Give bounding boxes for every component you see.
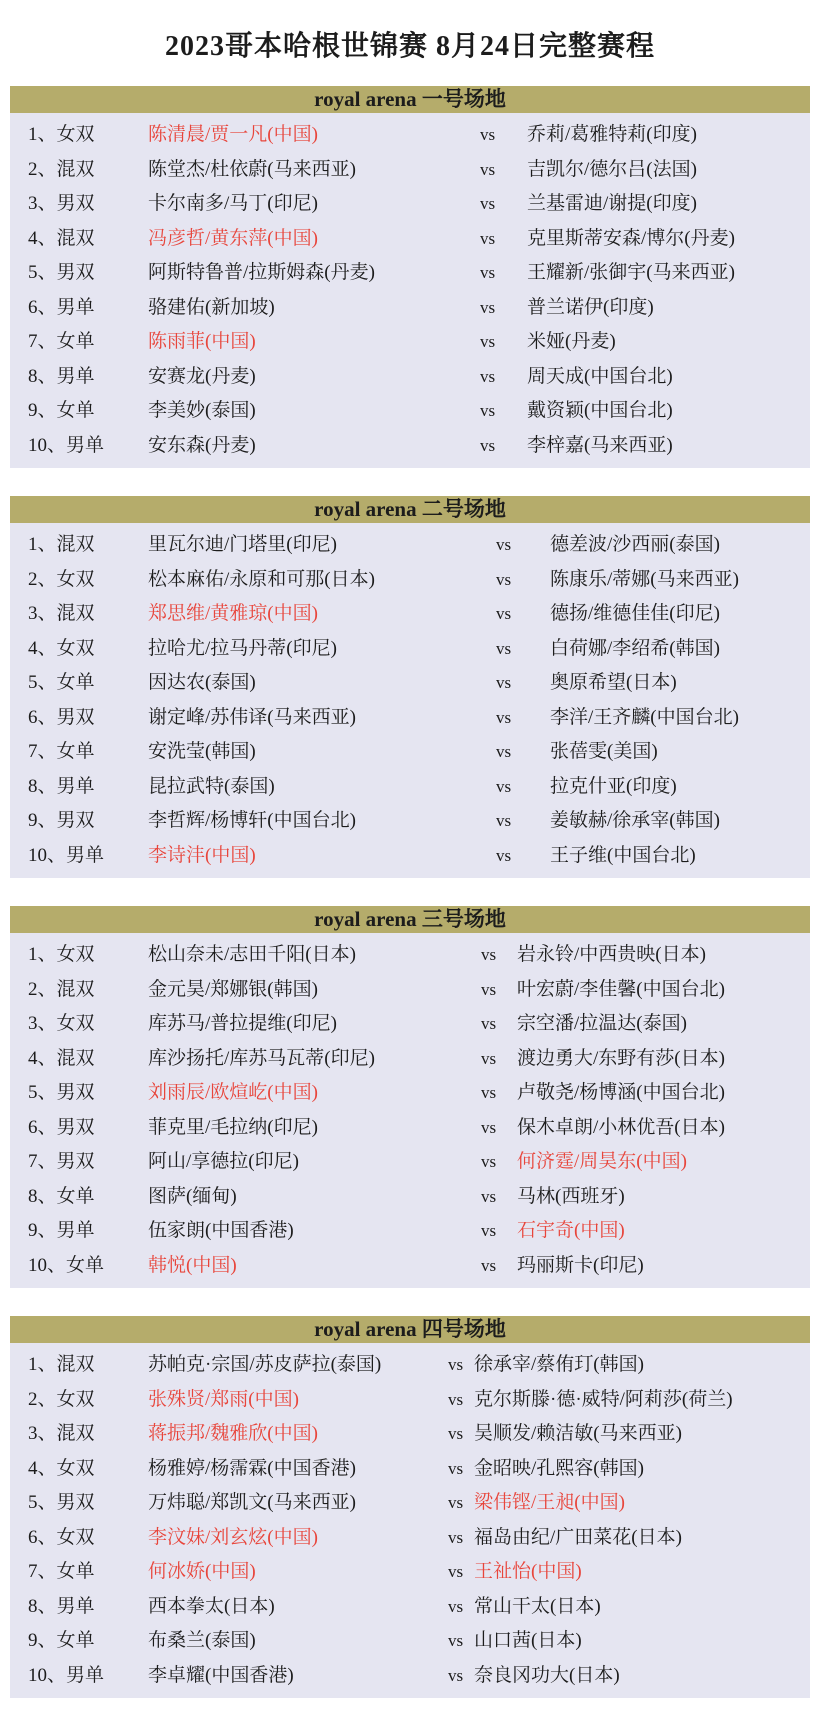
player-left: 谢定峰/苏伟译(马来西亚) [148,706,356,728]
player-right: 乔莉/葛雅特莉(印度) [527,124,697,145]
player-left: 拉哈尤/拉马丹蒂(印尼) [148,637,337,659]
player-left: 张殊贤/郑雨(中国) [148,1388,299,1410]
player-left: 图萨(缅甸) [148,1185,237,1207]
vs-label: vs [496,776,512,796]
court-section [10,906,810,1288]
match-row [10,1076,810,1111]
player-left: 李卓耀(中国香港) [148,1664,294,1686]
match-label: 3、女双 [28,1013,95,1034]
player-left: 安洗莹(韩国) [148,741,256,762]
match-row [10,563,810,598]
vs-label: vs [480,228,496,248]
section-header-label: royal arena 二号场地 [314,497,506,521]
match-row [10,528,810,563]
match-label: 2、女双 [28,1388,95,1410]
player-left: 西本拳太(日本) [148,1595,275,1617]
match-label: 3、混双 [28,603,95,624]
player-left: 阿山/享德拉(印尼) [148,1151,299,1172]
player-right: 常山干太(日本) [474,1595,601,1617]
player-right: 福岛由纪/广田菜花(日本) [474,1526,682,1548]
player-right: 王祉怡(中国) [474,1561,582,1582]
vs-label: vs [448,1458,464,1478]
player-right: 石宇奇(中国) [517,1220,625,1241]
match-row [10,325,810,360]
match-label: 4、女双 [28,1457,95,1479]
match-label: 4、混双 [28,1047,95,1069]
match-label: 6、男双 [28,706,95,728]
player-right: 渡边勇大/东野有莎(日本) [517,1047,725,1069]
match-label: 7、男双 [28,1151,95,1172]
player-right: 周天成(中国台北) [527,365,673,387]
player-left: 万炜聪/郑凯文(马来西亚) [148,1492,356,1513]
court-section [10,496,810,878]
player-left: 李诗沣(中国) [148,844,256,866]
vs-label: vs [448,1596,464,1616]
match-label: 5、男双 [28,1082,95,1103]
match-row [10,222,810,257]
player-left: 因达农(泰国) [148,672,256,693]
vs-label: vs [496,604,512,623]
vs-label: vs [481,1186,497,1206]
match-row [10,1348,810,1383]
vs-label: vs [481,1014,497,1033]
vs-label: vs [481,1255,497,1275]
match-label: 8、男单 [28,365,95,387]
court-section [10,86,810,468]
vs-label: vs [448,1527,464,1547]
player-right: 奈良冈功大(日本) [474,1664,620,1686]
vs-label: vs [481,1048,497,1068]
match-label: 7、女单 [28,331,95,352]
player-right: 李梓嘉(马来西亚) [527,434,673,456]
player-left: 郑思维/黄雅琼(中国) [148,603,318,624]
match-row [10,1521,810,1556]
vs-label: vs [481,945,497,964]
player-left: 陈清晨/贾一凡(中国) [148,124,318,145]
match-row [10,1111,810,1146]
match-label: 8、男单 [28,775,95,797]
player-right: 岩永铃/中西贵映(日本) [517,944,706,965]
player-right: 德差波/沙西丽(泰国) [550,534,720,555]
match-label: 9、女单 [28,400,95,421]
match-label: 10、男单 [28,1664,105,1686]
player-left: 金元昊/郑娜银(韩国) [148,978,318,1000]
match-row [10,1417,810,1452]
player-right: 马林(西班牙) [517,1185,625,1207]
player-right: 梁伟铿/王昶(中国) [474,1492,625,1513]
vs-label: vs [496,638,512,658]
match-label: 10、男单 [28,844,105,866]
match-label: 9、女单 [28,1630,95,1651]
match-row [10,1555,810,1590]
player-left: 松本麻佑/永原和可那(日本) [148,568,375,590]
match-row [10,1590,810,1625]
player-right: 徐承宰/蔡侑玎(韩国) [474,1354,644,1375]
player-left: 李美妙(泰国) [148,400,256,421]
player-right: 宗空潘/拉温达(泰国) [517,1013,687,1034]
match-row [10,153,810,188]
match-row [10,1145,810,1180]
match-row [10,118,810,153]
match-row [10,804,810,839]
match-label: 5、男双 [28,262,95,283]
vs-label: vs [480,125,496,144]
vs-label: vs [480,194,496,213]
player-left: 安东森(丹麦) [148,434,256,456]
player-left: 骆建佑(新加坡) [148,296,275,318]
player-right: 李洋/王齐麟(中国台北) [550,706,739,728]
match-label: 10、男单 [28,434,105,456]
player-right: 克尔斯滕·德·威特/阿莉莎(荷兰) [474,1388,733,1410]
match-label: 1、混双 [28,1354,95,1375]
player-left: 松山奈未/志田千阳(日本) [148,944,356,965]
player-right: 吉凯尔/德尔吕(法国) [527,158,697,180]
player-right: 山口茜(日本) [474,1630,582,1651]
player-left: 布桑兰(泰国) [148,1630,256,1651]
match-row [10,256,810,291]
match-row [10,839,810,874]
match-label: 8、女单 [28,1185,95,1207]
match-label: 6、女双 [28,1526,95,1548]
match-row [10,187,810,222]
player-right: 玛丽斯卡(印尼) [517,1254,644,1276]
player-right: 陈康乐/蒂娜(马来西亚) [550,568,739,590]
player-left: 苏帕克·宗国/苏皮萨拉(泰国) [148,1354,382,1375]
match-row [10,1007,810,1042]
player-left: 李汶妹/刘玄炫(中国) [148,1526,318,1548]
player-right: 白荷娜/李绍希(韩国) [550,637,720,659]
match-row [10,291,810,326]
player-left: 库苏马/普拉提维(印尼) [148,1013,337,1034]
vs-label: vs [448,1493,464,1512]
vs-label: vs [480,401,496,420]
player-right: 王子维(中国台北) [550,844,696,866]
player-right: 兰基雷迪/谢提(印度) [527,193,697,214]
player-right: 吴顺发/赖洁敏(马来西亚) [474,1423,682,1444]
match-row [10,735,810,770]
vs-label: vs [496,742,512,761]
player-left: 李哲辉/杨博轩(中国台北) [148,810,356,831]
match-row [10,1486,810,1521]
player-right: 张蓓雯(美国) [550,741,658,762]
player-left: 陈堂杰/杜依蔚(马来西亚) [148,158,356,180]
player-left: 刘雨辰/欧煊屹(中国) [148,1082,318,1103]
player-right: 姜敏赫/徐承宰(韩国) [550,810,720,831]
match-label: 5、男双 [28,1492,95,1513]
player-left: 阿斯特鲁普/拉斯姆森(丹麦) [148,262,375,283]
player-right: 奥原希望(日本) [550,672,677,693]
court-header [10,1316,810,1343]
section-rows [10,113,810,468]
player-right: 保木卓朗/小林优吾(日本) [517,1116,725,1138]
player-right: 普兰诺伊(印度) [527,296,654,318]
vs-label: vs [496,569,512,589]
section-header-label: royal arena 一号场地 [314,87,506,111]
player-right: 金昭映/孔熙容(韩国) [474,1457,644,1479]
match-row [10,1214,810,1249]
vs-label: vs [481,979,497,999]
match-row [10,1180,810,1215]
vs-label: vs [480,332,496,351]
vs-label: vs [496,673,512,692]
section-header-label: royal arena 四号场地 [314,1317,506,1341]
match-label: 4、混双 [28,227,95,249]
match-label: 2、女双 [28,568,95,590]
match-label: 9、男单 [28,1220,95,1241]
player-right: 米娅(丹麦) [527,331,616,352]
player-right: 克里斯蒂安森/博尔(丹麦) [527,227,735,249]
match-row [10,701,810,736]
player-left: 陈雨菲(中国) [148,331,256,352]
match-row [10,632,810,667]
vs-label: vs [496,707,512,727]
vs-label: vs [481,1083,497,1102]
player-left: 卡尔南多/马丁(印尼) [148,193,318,214]
match-label: 2、混双 [28,158,95,180]
section-header-label: royal arena 三号场地 [314,907,506,931]
match-row [10,597,810,632]
match-label: 8、男单 [28,1595,95,1617]
match-label: 1、混双 [28,534,95,555]
match-label: 1、女双 [28,944,95,965]
court-header [10,496,810,523]
section-rows [10,523,810,878]
match-label: 3、男双 [28,193,95,214]
court-section [10,1316,810,1698]
player-left: 库沙扬托/库苏马瓦蒂(印尼) [148,1047,375,1069]
vs-label: vs [481,1117,497,1137]
match-label: 7、女单 [28,741,95,762]
player-right: 德扬/维德佳佳(印尼) [550,603,720,624]
court-header [10,906,810,933]
match-row [10,1249,810,1284]
vs-label: vs [448,1424,464,1443]
court-header [10,86,810,113]
vs-label: vs [496,535,512,554]
section-rows [10,933,810,1288]
match-label: 7、女单 [28,1561,95,1582]
match-row [10,973,810,1008]
match-label: 9、男双 [28,810,95,831]
player-left: 冯彦哲/黄东萍(中国) [148,227,318,249]
vs-label: vs [480,263,496,282]
player-left: 伍家朗(中国香港) [148,1220,294,1241]
vs-label: vs [448,1631,464,1650]
vs-label: vs [480,297,496,317]
player-left: 蒋振邦/魏雅欣(中国) [148,1423,318,1444]
player-right: 拉克什亚(印度) [550,775,677,797]
match-row [10,1659,810,1694]
match-row [10,394,810,429]
vs-label: vs [480,366,496,386]
player-left: 何冰娇(中国) [148,1561,256,1582]
match-label: 10、女单 [28,1254,105,1276]
match-row [10,938,810,973]
match-label: 6、男单 [28,296,95,318]
match-row [10,1452,810,1487]
match-row [10,770,810,805]
vs-label: vs [480,159,496,179]
vs-label: vs [448,1389,464,1409]
vs-label: vs [481,1221,497,1240]
player-left: 里瓦尔迪/门塔里(印尼) [148,534,337,555]
player-left: 安赛龙(丹麦) [148,365,256,387]
match-label: 3、混双 [28,1423,95,1444]
match-row [10,1624,810,1659]
player-right: 戴资颖(中国台北) [527,400,673,421]
match-row [10,1042,810,1077]
player-left: 菲克里/毛拉纳(印尼) [148,1116,318,1138]
player-right: 叶宏蔚/李佳馨(中国台北) [517,978,725,1000]
match-label: 1、女双 [28,124,95,145]
player-right: 何济霆/周昊东(中国) [517,1151,687,1172]
match-label: 5、女单 [28,672,95,693]
vs-label: vs [496,811,512,830]
vs-label: vs [448,1562,464,1581]
match-label: 4、女双 [28,637,95,659]
player-left: 韩悦(中国) [148,1254,237,1276]
page-title: 2023哥本哈根世锦赛 8月24日完整赛程 [164,31,655,62]
match-label: 6、男双 [28,1116,95,1138]
vs-label: vs [481,1152,497,1171]
vs-label: vs [480,435,496,455]
section-rows [10,1343,810,1698]
match-row [10,429,810,464]
vs-label: vs [496,845,512,865]
match-row [10,666,810,701]
player-left: 昆拉武特(泰国) [148,775,275,797]
match-label: 2、混双 [28,978,95,1000]
player-right: 王耀新/张御宇(马来西亚) [527,262,735,283]
match-row [10,1383,810,1418]
vs-label: vs [448,1665,464,1685]
player-right: 卢敬尧/杨博涵(中国台北) [517,1082,725,1103]
schedule-sections [0,86,820,1698]
player-left: 杨雅婷/杨霈霖(中国香港) [148,1457,356,1479]
vs-label: vs [448,1355,464,1374]
match-row [10,360,810,395]
